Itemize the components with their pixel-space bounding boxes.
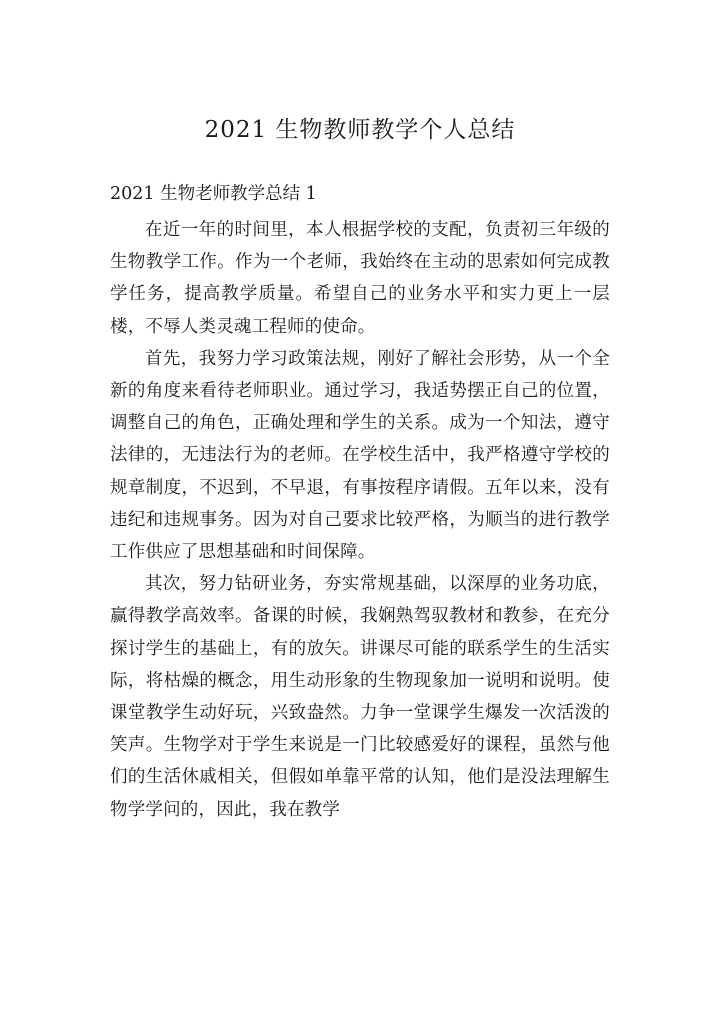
paragraph-3: 其次，努力钻研业务，夯实常规基础，以深厚的业务功底，赢得教学高效率。备课的时候，我娴熟驾驭教材和教参，在充分探讨学生的基础上，有的放矢。讲课尽可能的联系学生的生活实际，将枯燥的概念，用生动形象的生物现象加一说明和说明。使课堂教学生动好玩，兴致盎然。力争一堂课学生爆发一次活泼的笑声。生物学对于学生来说是一门比较感爱好的课程，虽然与他们的生活休戚相关，但假如单靠平常的认知，他们是没法理解生物学学问的，因此，我在教学 <box>110 574 610 820</box>
section-heading: 2021 生物老师教学总结 1 <box>110 184 317 204</box>
paragraph-1: 在近一年的时间里，本人根据学校的支配，负责初三年级的生物教学工作。作为一个老师，我始终在主动的思索如何完成教学任务，提高教学质量。希望自己的业务水平和实力更上一层楼，不辱人类灵魂工程师的使命。 <box>110 220 610 337</box>
document-body <box>110 214 610 826</box>
paragraph-2: 首先，我努力学习政策法规，刚好了解社会形势，从一个全新的角度来看待老师职业。通过学习，我适势摆正自己的位置，调整自己的角色，正确处理和学生的关系。成为一个知法，遵守法律的，无违法行为的老师。在学校生活中，我严格遵守学校的规章制度，不迟到，不早退，有事按程序请假。五年以来，没有违纪和违规事务。因为对自己要求比较严格，为顺当的进行教学工作供应了思想基础和时间保障。 <box>110 348 610 563</box>
document-title: 2021 生物教师教学个人总结 <box>204 117 516 143</box>
